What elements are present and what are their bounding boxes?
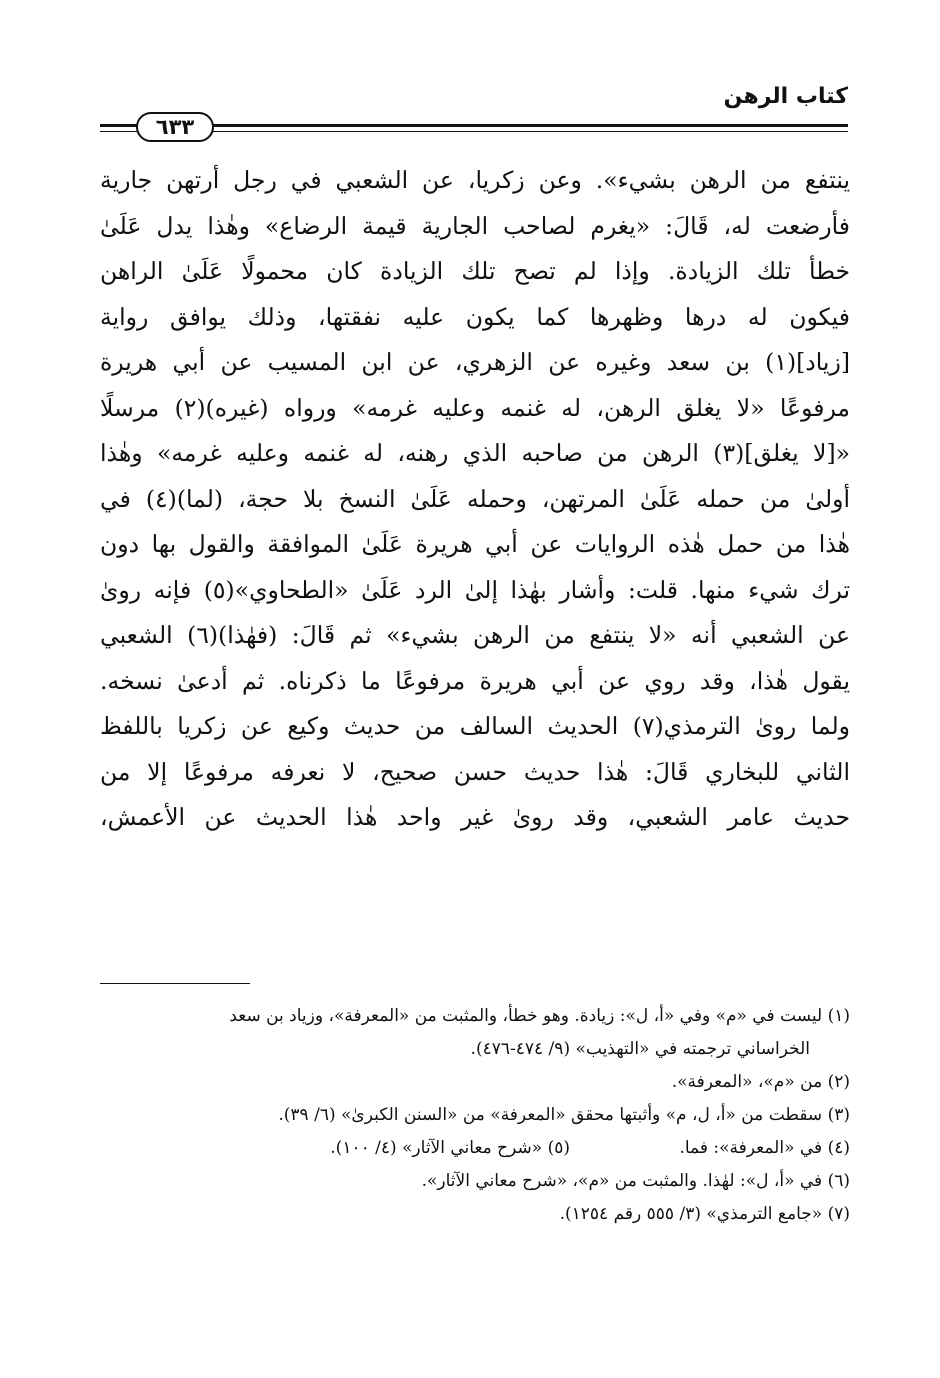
page-header <box>100 84 848 144</box>
footnote-4: (٤) في «المعرفة»: فما. <box>679 1138 850 1158</box>
text-line: أولىٰ من حمله عَلَىٰ المرتهن، وحمله عَلَىٰ النسخ بلا حجة، (لما)(٤) في <box>100 484 850 513</box>
footnote-7: (٧) «جامع الترمذي» (٣/ ٥٥٥ رقم ١٢٥٤). <box>559 1204 850 1224</box>
footnote-5: (٥) «شرح معاني الآثار» (٤/ ١٠٠). <box>330 1138 570 1158</box>
footnote-6: (٦) في «أ، ل»: لهٰذا. والمثبت من «م»، «شرح معاني الآثار». <box>421 1171 850 1191</box>
footnote-3: (٣) سقطت من «أ، ل، م» وأثبتها محقق «المعرفة» من «السنن الكبرىٰ» (٦/ ٣٩). <box>278 1105 850 1125</box>
text-line: يقول هٰذا، وقد روي عن أبي هريرة مرفوعًا ما ذكرناه. ثم أدعىٰ نسخه. <box>100 666 850 695</box>
footnotes <box>100 1000 850 1231</box>
footnote-1: (١) ليست في «م» وفي «أ، ل»: زيادة. وهو خطأ، والمثبت من «المعرفة»، وزياد بن سعد <box>229 1006 850 1026</box>
text-line: فأرضعت له، قَالَ: «يغرم لصاحب الجارية قيمة الرضاع» وهٰذا يدل عَلَىٰ <box>100 211 850 240</box>
text-line: حديث عامر الشعبي، وقد روىٰ غير واحد هٰذا الحديث عن الأعمش، <box>100 803 850 831</box>
text-line: «[لا يغلق](٣) الرهن من صاحبه الذي رهنه، له غنمه وعليه غرمه» وهٰذا <box>100 439 850 467</box>
text-line: عن الشعبي أنه «لا ينتفع من الرهن بشيء» ثم قَالَ: (فهٰذا)(٦) الشعبي <box>100 621 850 649</box>
text-line: مرفوعًا «لا يغلق الرهن، له غنمه وعليه غرمه» ورواه (غيره)(٢) مرسلًا <box>100 393 850 422</box>
footnote-1-continued: الخراساني ترجمته في «التهذيب» (٩/ ٤٧٤-٤٧٦). <box>470 1039 810 1059</box>
footnote-2: (٢) من «م»، «المعرفة». <box>671 1072 850 1092</box>
text-line: الثاني للبخاري قَالَ: هٰذا حديث حسن صحيح، لا نعرفه مرفوعًا إلا من <box>100 757 850 786</box>
footnote-separator <box>100 983 250 984</box>
page-number-text: ٦٣٣ <box>155 114 195 139</box>
text-line: ينتفع من الرهن بشيء». وعن زكريا، عن الشعبي في رجل أرتهن جارية <box>100 166 850 194</box>
text-line: ولما روىٰ الترمذي(٧) الحديث السالف من حديث وكيع عن زكريا باللفظ <box>100 712 850 740</box>
running-title: كتاب الرهن <box>723 84 848 109</box>
main-text <box>100 158 850 841</box>
footnote-row-4-5 <box>100 1132 850 1165</box>
text-line: فيكون له درها وظهرها كما يكون عليه نفقتها، وذلك يوافق رواية <box>100 302 850 331</box>
text-line: هٰذا من حمل هٰذه الروايات عن أبي هريرة عَلَىٰ الموافقة والقول بها دون <box>100 530 850 558</box>
text-line: ترك شيء منها. قلت: وأشار بهٰذا إلىٰ الرد عَلَىٰ «الطحاوي»(٥) فإنه روىٰ <box>100 575 850 604</box>
page-number <box>136 112 214 142</box>
text-line: خطأ تلك الزيادة. وإذا لم تصح تلك الزيادة كان محمولًا عَلَىٰ الراهن <box>100 257 850 285</box>
text-line: [زياد](١) بن سعد وغيره عن الزهري، عن ابن المسيب عن أبي هريرة <box>100 348 850 376</box>
